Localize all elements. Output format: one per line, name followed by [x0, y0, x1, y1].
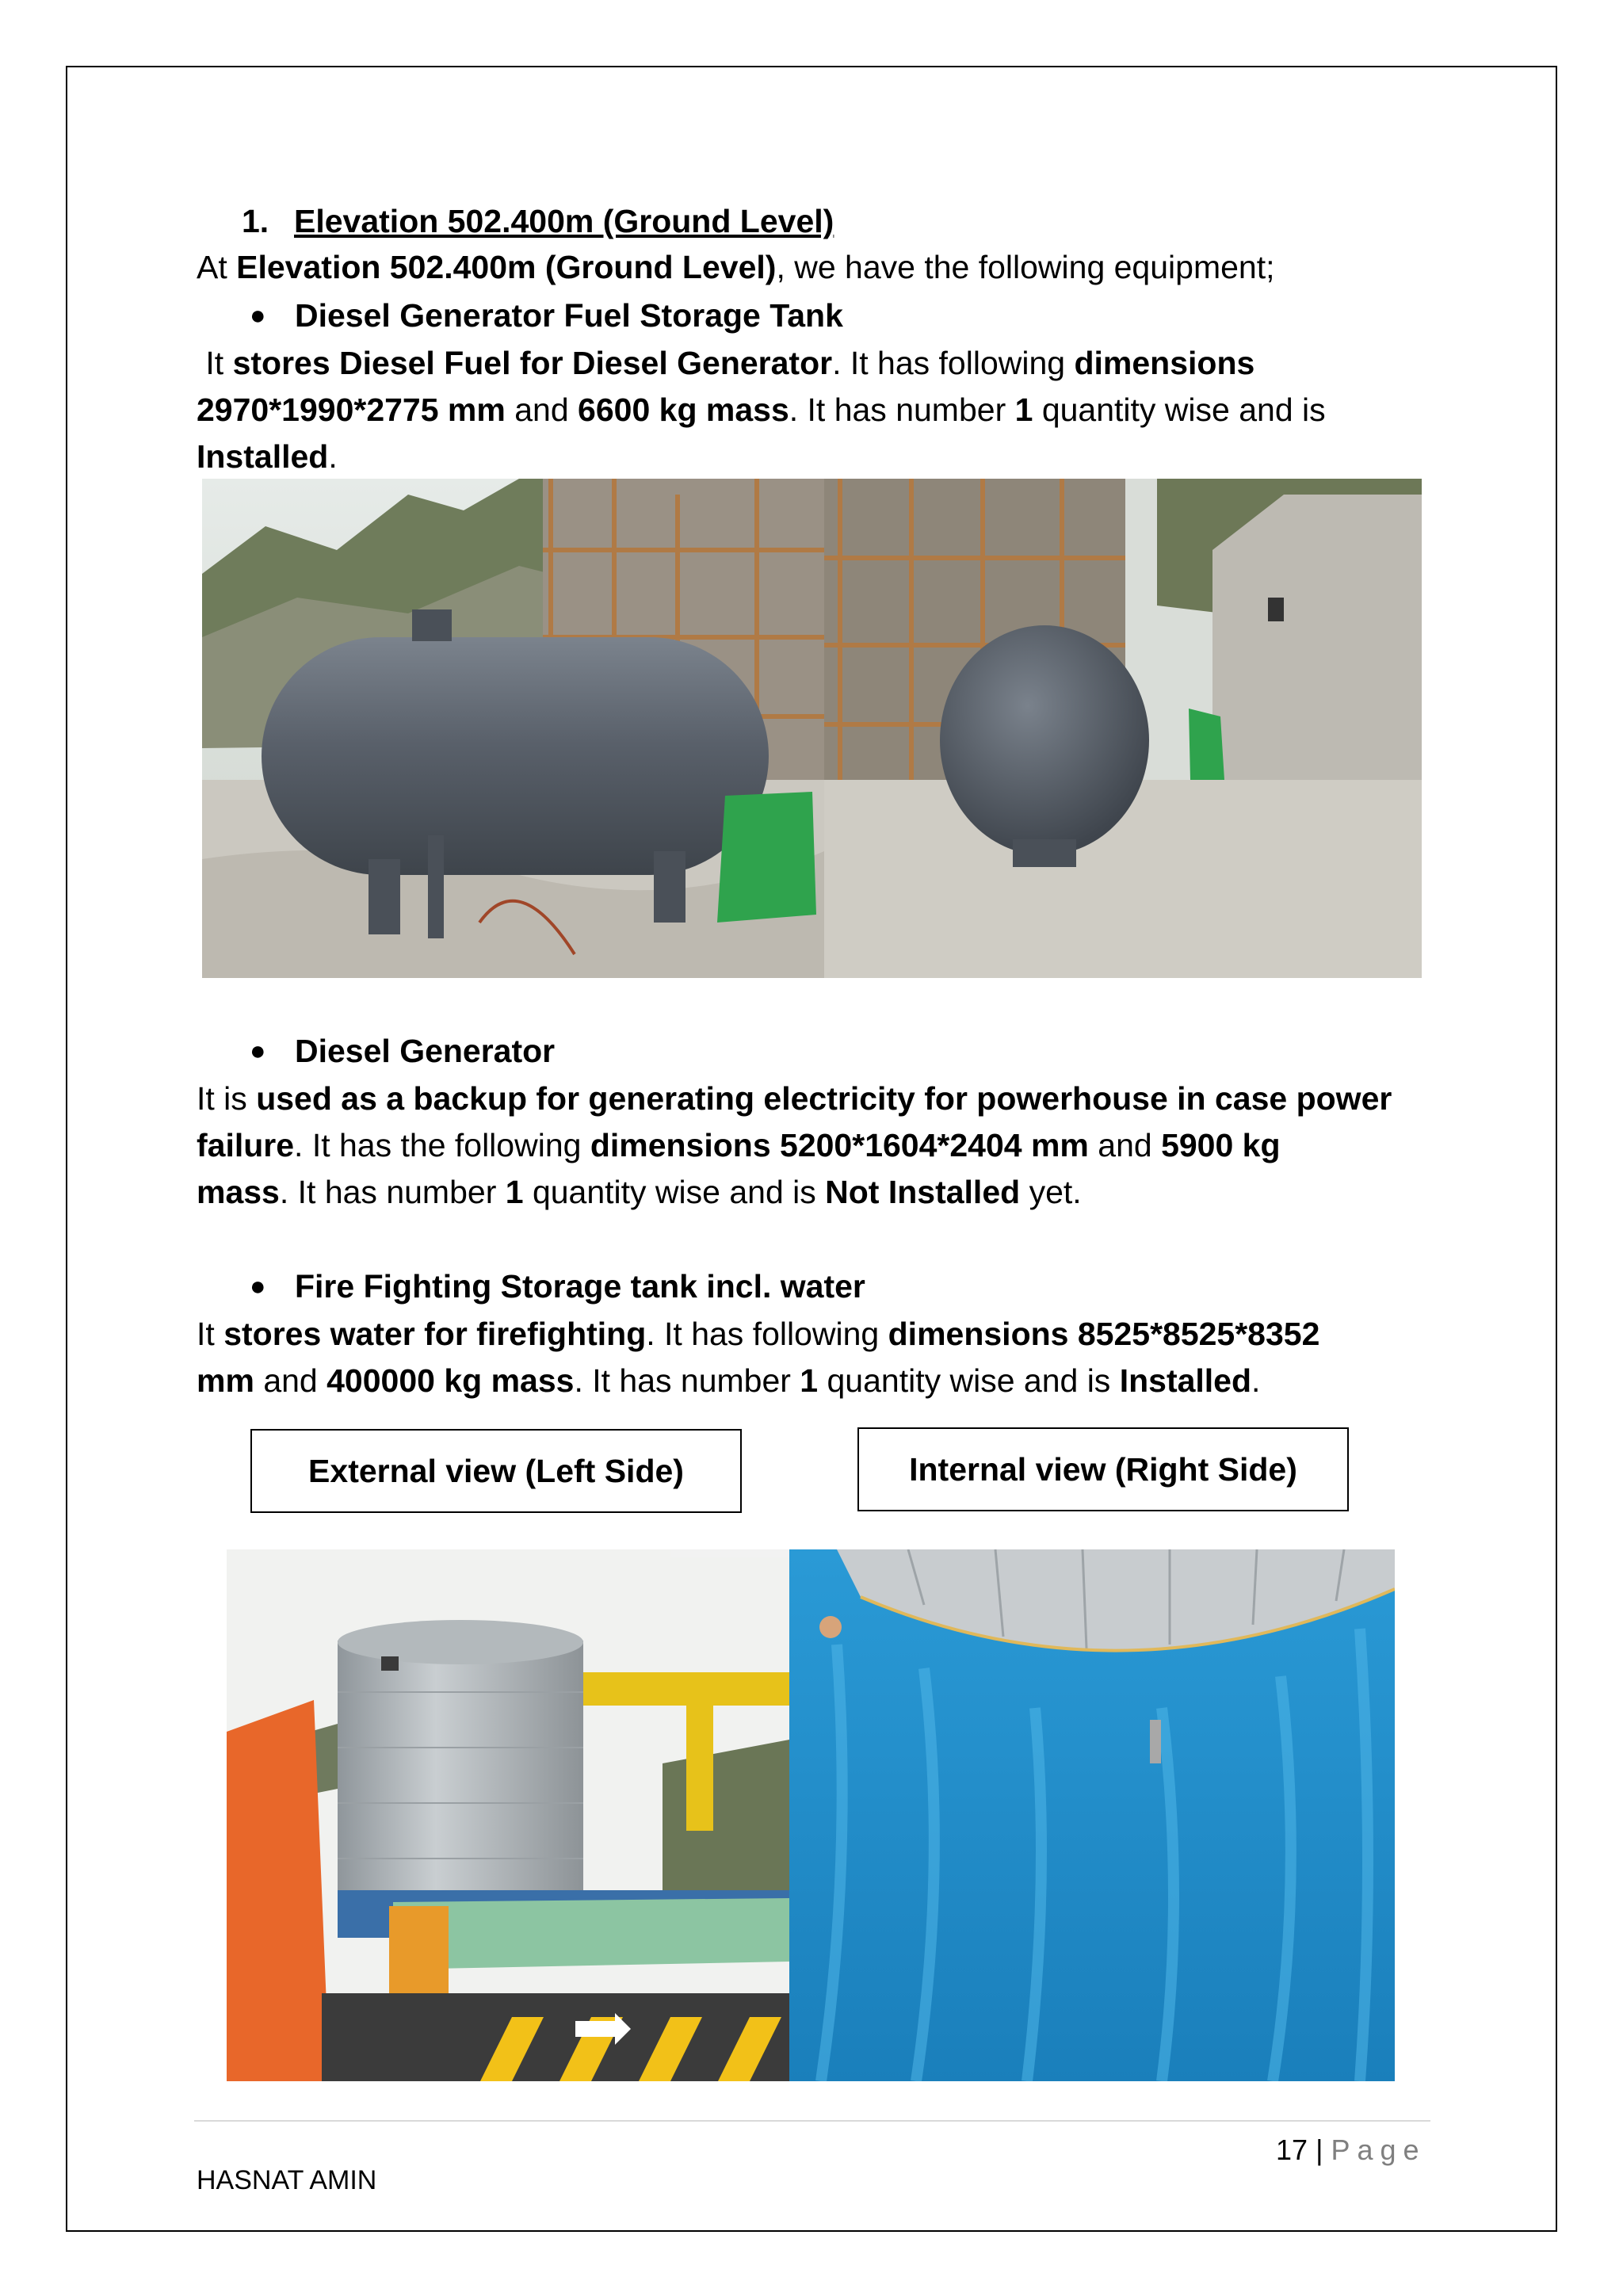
bullet-icon: ● [250, 300, 266, 330]
text: It is [197, 1080, 257, 1117]
bold-text: 1 [505, 1174, 524, 1210]
section-heading [242, 198, 834, 245]
bullet-item-fuel-tank [250, 292, 843, 339]
text: . It has the following [294, 1127, 590, 1163]
text: . It has number [279, 1174, 506, 1210]
bold-text: Installed [197, 438, 329, 475]
caption-internal-view: Internal view (Right Side) [857, 1427, 1349, 1511]
text: and [505, 392, 579, 428]
text: It [197, 1316, 224, 1352]
text: . It has number [789, 392, 1015, 428]
bullet-title: Diesel Generator [295, 1033, 556, 1069]
footer-rule [194, 2120, 1430, 2122]
page-label: Page [1331, 2134, 1426, 2166]
page-number [1276, 2130, 1426, 2170]
text: . It has following [832, 345, 1075, 381]
intro-paragraph [197, 244, 1275, 291]
text: . [1251, 1362, 1261, 1399]
text: and [1088, 1127, 1162, 1163]
text: quantity wise and is [1033, 392, 1326, 428]
bullet-title: Fire Fighting Storage tank incl. water [295, 1268, 865, 1305]
text: quantity wise and is [523, 1174, 826, 1210]
photo-fire-tank-internal [789, 1549, 1395, 2081]
section-number: 1. [242, 203, 269, 239]
bold-text: 400000 kg mass [327, 1362, 575, 1399]
bullet-item-fire-fighting-tank [250, 1263, 865, 1310]
bold-text: dimensions 5200*1604*2404 mm [590, 1127, 1089, 1163]
text: and [254, 1362, 327, 1399]
text: . [328, 438, 338, 475]
text: It [197, 345, 233, 381]
fire-tank-line-2 [197, 1358, 1260, 1404]
photo-horizontal-fuel-tank [202, 479, 824, 978]
bold-text: failure [197, 1127, 295, 1163]
intro-bold: Elevation 502.400m (Ground Level) [236, 249, 777, 285]
caption-external-view: External view (Left Side) [250, 1429, 742, 1513]
fuel-tank-line-3 [197, 434, 338, 480]
bold-text: mm [197, 1362, 254, 1399]
bold-text: mass [197, 1174, 280, 1210]
bold-text: Installed [1119, 1362, 1252, 1399]
bullet-icon: ● [250, 1036, 266, 1066]
bullet-item-diesel-generator [250, 1028, 556, 1075]
bold-text: stores Diesel Fuel for Diesel Generator [232, 345, 833, 381]
bold-text: used as a backup for generating electricity for powerhouse in case power [256, 1080, 1392, 1117]
generator-line-1 [197, 1075, 1392, 1122]
bold-text: dimensions 8525*8525*8352 [888, 1316, 1320, 1352]
bold-text: 6600 kg mass [578, 392, 789, 428]
text: quantity wise and is [818, 1362, 1120, 1399]
generator-line-3 [197, 1169, 1082, 1216]
fuel-tank-line-2 [197, 387, 1326, 434]
bold-text: 2970*1990*2775 mm [197, 392, 506, 428]
text: . It has number [574, 1362, 800, 1399]
page-number-value: 17 [1276, 2134, 1308, 2166]
bold-text: stores water for firefighting [223, 1316, 647, 1352]
bold-text: 1 [1014, 392, 1033, 428]
intro-text-end: , we have the following equipment; [776, 249, 1275, 285]
text: . It has following [646, 1316, 888, 1352]
bullet-icon: ● [250, 1271, 266, 1301]
page-separator: | [1316, 2134, 1323, 2166]
fuel-tank-line-1 [197, 340, 1254, 387]
bold-text: Not Installed [825, 1174, 1021, 1210]
photo-tank-end-view [824, 479, 1422, 978]
photo-fire-tank-external [227, 1549, 789, 2081]
bold-text: 1 [800, 1362, 819, 1399]
bold-text: dimensions [1074, 345, 1255, 381]
generator-line-2 [197, 1122, 1281, 1169]
text: yet. [1020, 1174, 1082, 1210]
fire-tank-line-1 [197, 1311, 1319, 1358]
intro-text: At [197, 249, 237, 285]
bullet-title: Diesel Generator Fuel Storage Tank [295, 297, 843, 334]
bold-text: 5900 kg [1161, 1127, 1281, 1163]
section-title: Elevation 502.400m (Ground Level) [294, 203, 834, 239]
author-name: HASNAT AMIN [197, 2165, 377, 2195]
